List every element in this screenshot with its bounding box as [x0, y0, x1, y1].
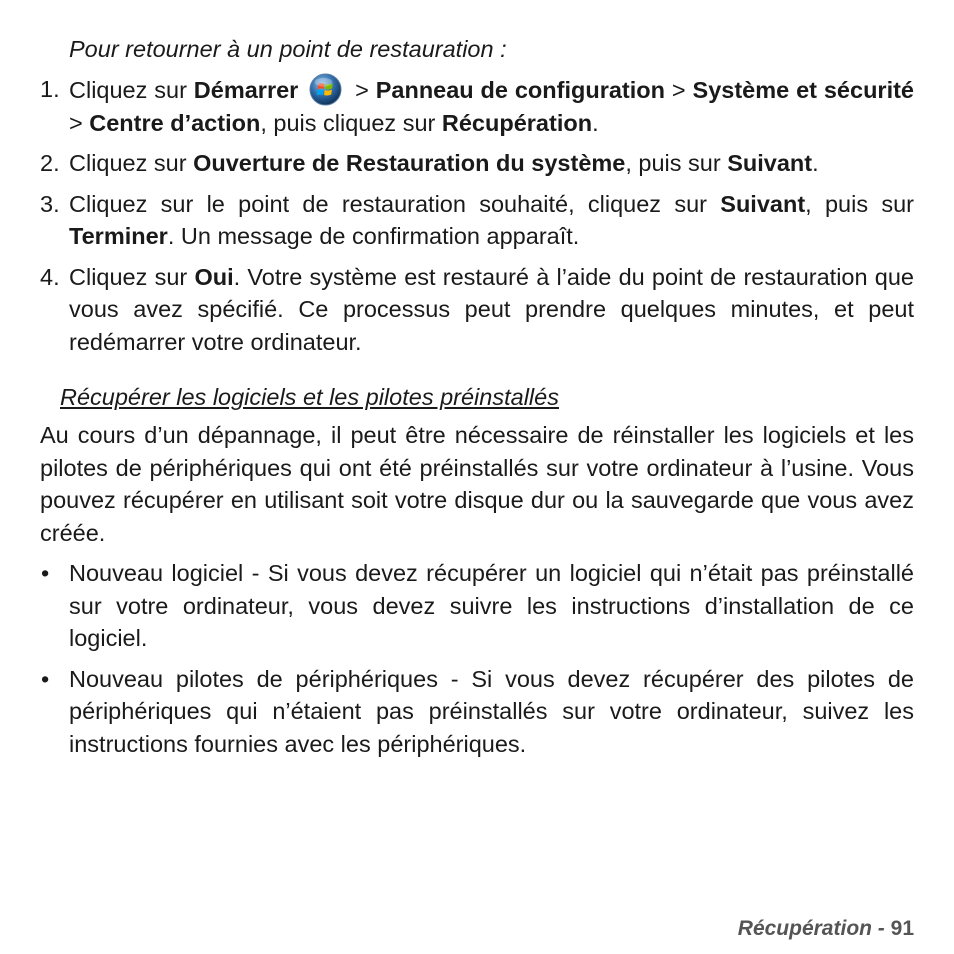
step-item — [40, 261, 914, 359]
step-text: , puis cliquez sur — [260, 109, 442, 136]
step-bold: Système et sécurité — [692, 77, 914, 103]
bullet-list — [40, 557, 914, 760]
step-bold: Panneau de configuration — [375, 77, 665, 103]
section-heading: Récupérer les logiciels et les pilotes préinstallés — [60, 384, 559, 410]
bullet-item — [40, 663, 914, 761]
step-text: . — [592, 109, 599, 136]
bullet-text: Nouveau logiciel - Si vous devez récupérer un logiciel qui n’était pas préinstallé sur votre ordinateur, vous devez suivre les instructions d’installation de ce logiciel. — [69, 560, 914, 651]
bullet-icon: • — [41, 665, 50, 692]
step-text: > — [665, 77, 693, 103]
step-bold: Suivant — [727, 150, 813, 176]
bullet-item — [40, 557, 914, 655]
step-number: 4. — [40, 263, 60, 290]
body-paragraph: Au cours d’un dépannage, il peut être nécessaire de réinstaller les logiciels et les pilotes de périphériques qui ont été préinstallés sur votre ordinateur à l’usine. Vous pouvez récupérer en utilisant soit votre disque dur ou la sauvegarde que vous avez créée. — [40, 422, 914, 546]
page-number: 91 — [890, 917, 914, 940]
step-text: > — [348, 77, 376, 103]
step-text: Cliquez sur — [69, 77, 194, 103]
bullet-icon: • — [41, 560, 50, 586]
step-text: . Un message de confirmation apparaît. — [167, 223, 580, 249]
page-footer — [738, 914, 914, 944]
step-bold: Oui — [194, 263, 234, 290]
step-bold: Suivant — [720, 190, 806, 217]
footer-section-label: Récupération - — [737, 917, 891, 940]
step-text: . Votre système est restauré à l’aide du point de restauration que vous avez spécifié. Ce processus peut prendre quelques minutes, et peut redémarrer votre ordinateur. — [69, 263, 914, 355]
step-number: 1. — [40, 76, 60, 102]
step-item — [40, 188, 914, 253]
step-item — [40, 73, 914, 139]
step-bold: Ouverture de Restauration du système — [193, 150, 626, 176]
step-number: 3. — [40, 190, 60, 217]
windows-start-orb-icon — [309, 73, 342, 106]
step-text: Cliquez sur le point de restauration souhaité, cliquez sur — [69, 190, 721, 217]
step-text: , puis sur — [625, 150, 728, 176]
step-item — [40, 147, 914, 180]
step-bold: Récupération — [441, 109, 593, 136]
step-number: 2. — [40, 150, 60, 176]
step-bold: Terminer — [69, 223, 168, 249]
intro-text: Pour retourner à un point de restauration : — [69, 36, 507, 62]
bullet-text: Nouveau pilotes de périphériques - Si vous devez récupérer des pilotes de périphériques qui n’étaient pas préinstallés sur votre ordinateur, suivez les instructions fournies avec les périphériques. — [69, 665, 914, 757]
step-text: > — [69, 109, 90, 136]
step-bold-start: Démarrer — [193, 77, 299, 103]
step-text: . — [812, 150, 819, 176]
step-text: Cliquez sur — [69, 150, 194, 176]
steps-list — [40, 73, 914, 358]
step-text: Cliquez sur — [69, 263, 195, 290]
step-bold: Centre d’action — [89, 109, 261, 136]
step-text: , puis sur — [805, 190, 915, 217]
